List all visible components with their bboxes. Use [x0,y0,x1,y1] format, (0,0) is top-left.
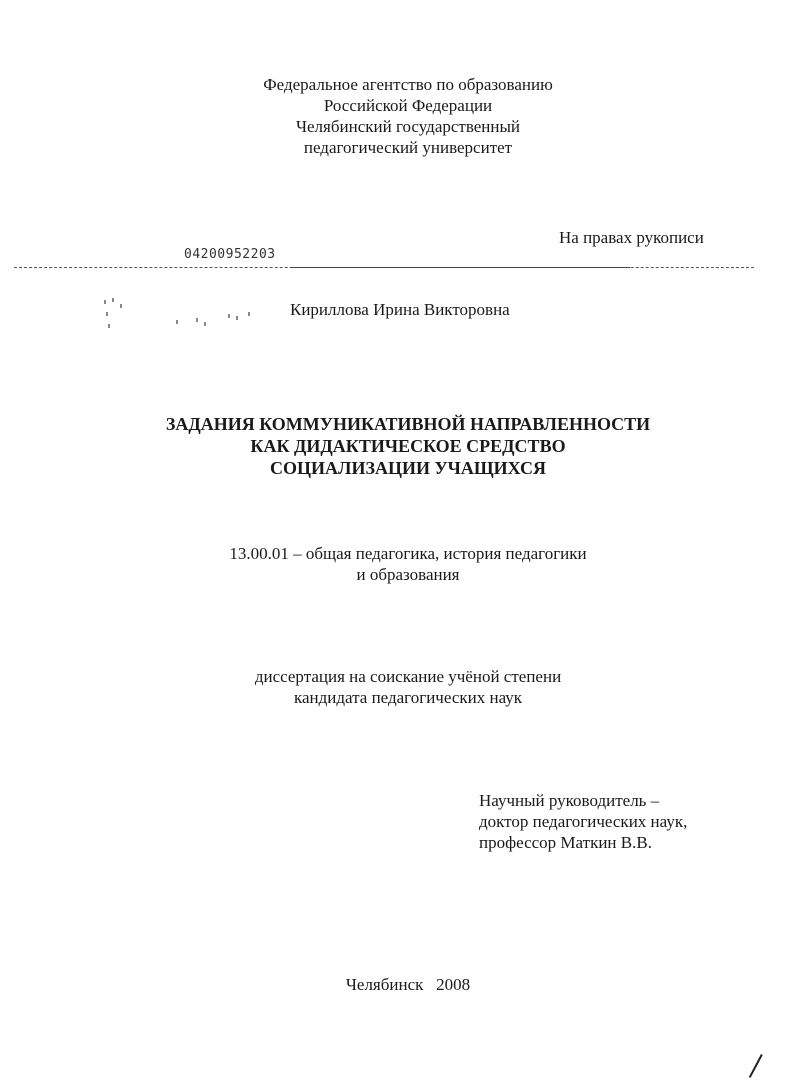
pen-mark [749,1054,763,1078]
advisor-line: доктор педагогических наук, [479,812,688,831]
city-year [10,974,796,995]
degree-block [10,666,796,708]
title-line: ЗАДАНИЯ КОММУНИКАТИВНОЙ НАПРАВЛЕННОСТИ [165,414,651,434]
degree-line: кандидата педагогических наук [293,688,523,707]
institution-block [10,74,796,158]
institution-line: Федеральное агентство по образованию [263,75,553,94]
institution-line: педагогический университет [303,138,513,157]
specialty-line: и образования [356,565,460,584]
author-name: Кириллова Ирина Викторовна [290,300,510,319]
title-line: СОЦИАЛИЗАЦИИ УЧАЩИХСЯ [270,458,546,478]
scan-divider-line-solid [290,267,630,268]
institution-line: Российской Федерации [323,96,493,115]
specialty-line: 13.00.01 – общая педагогика, история педагогики [229,544,587,563]
institution-line: Челябинский государственный [295,117,521,136]
advisor-line: Научный руководитель – [479,791,660,810]
title-line: КАК ДИДАКТИЧЕСКОЕ СРЕДСТВО [250,436,566,456]
advisor-block [479,790,687,853]
advisor-line: профессор Маткин В.В. [479,833,652,852]
rights-notice: На правах рукописи [559,228,704,247]
specialty-block [10,543,796,585]
faded-stamp-marks [100,298,260,338]
city-year-text: Челябинск 2008 [345,975,471,994]
registration-number: 04200952203 [184,247,276,262]
degree-line: диссертация на соискание учёной степени [254,667,562,686]
dissertation-title [10,413,796,479]
